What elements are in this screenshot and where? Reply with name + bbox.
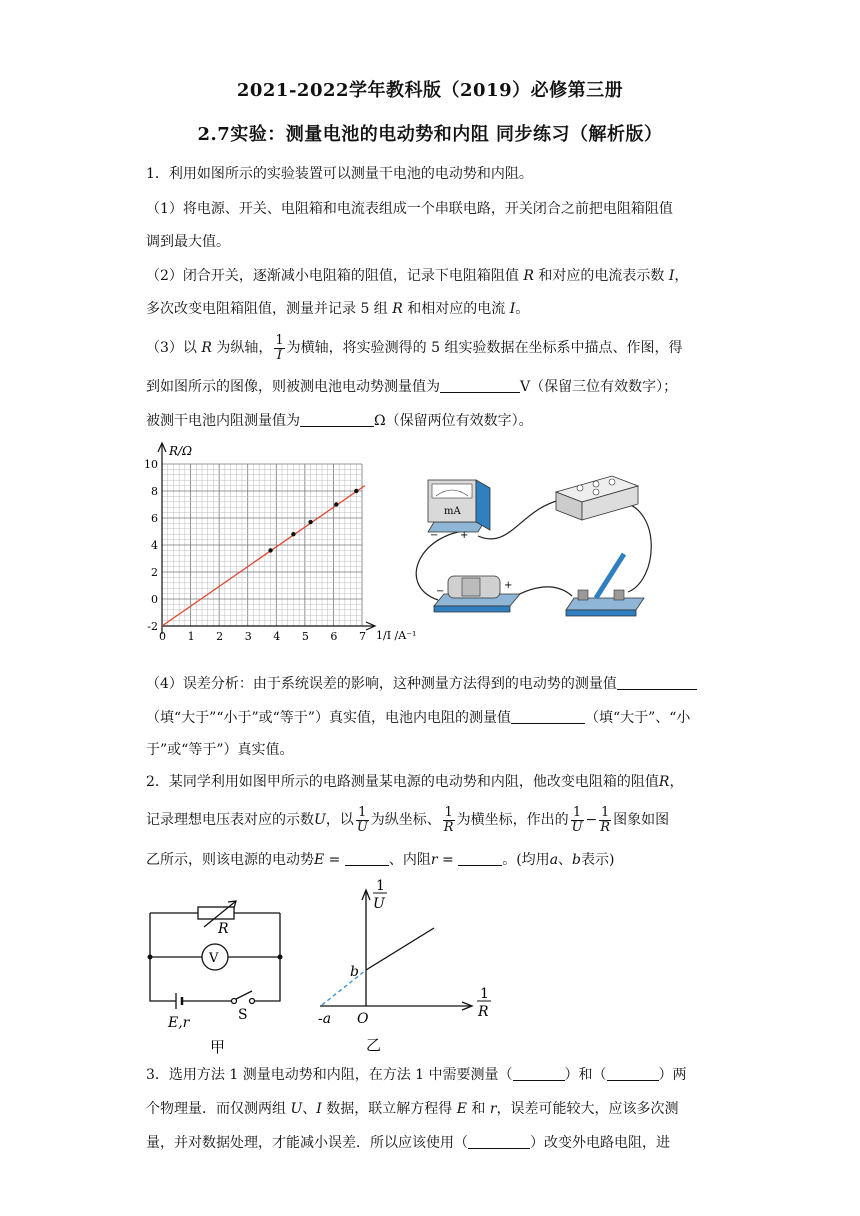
chart-ylabel: R/Ω — [169, 444, 193, 458]
q2-text: 表示) — [581, 852, 615, 868]
q3-line1 — [146, 1065, 687, 1085]
circuit-diagram-jia — [140, 895, 290, 1057]
junction-dot — [148, 955, 153, 960]
data-point — [334, 502, 338, 506]
ammeter-plus: + — [460, 530, 469, 541]
q3-text: ）和（ — [564, 1067, 607, 1083]
q2-text: 2．某同学利用如图甲所示的电路测量某电源的电动势和内阻，他改变电阻箱的阻值 — [146, 774, 659, 790]
answer-blank-q3-1[interactable] — [513, 1066, 565, 1081]
wire — [622, 502, 651, 592]
fraction-1-over-I — [274, 334, 284, 363]
x-tick-label: 0 — [159, 630, 166, 643]
q1-text: 到如图所示的图像，则被测电池电动势测量值为 — [146, 379, 440, 395]
x-tick-label: 4 — [273, 630, 281, 643]
q3-text: ）两 — [658, 1067, 687, 1083]
resistor-label: R — [218, 921, 229, 937]
y-tick-label: 8 — [151, 485, 158, 498]
q1-var: R — [201, 340, 212, 356]
q2-var: U — [314, 812, 326, 828]
document-title: 2021-2022学年教科版（2019）必修第三册 — [236, 80, 624, 101]
q2-text: 为横坐标，作出的 — [456, 812, 569, 828]
q1-text: （2）闭合开关，逐渐减小电阻箱的阻值，记录下电阻箱阻值 — [146, 268, 524, 284]
q2-text: = — [437, 852, 459, 868]
r-vs-inverse-i-chart — [136, 440, 417, 658]
switch-lever — [236, 991, 252, 999]
intercept-neg-a-label: -a — [318, 1011, 332, 1027]
source-label: E,r — [168, 1015, 190, 1031]
answer-blank-r[interactable] — [458, 851, 502, 866]
q1-stem: 1．利用如图所示的实验装置可以测量干电池的电动势和内阻。 — [146, 166, 533, 182]
q2-text: = — [324, 852, 345, 868]
y-tick-label: 2 — [151, 566, 158, 579]
q2-text: 记录理想电压表对应的示数 — [146, 812, 314, 828]
x-tick-label: 3 — [244, 630, 252, 643]
q2-var: E — [314, 852, 325, 868]
q1-step3-line2 — [146, 377, 677, 397]
figure-caption-yi: 乙 — [366, 1036, 382, 1054]
q3-text: 数据，联立解方程得 — [321, 1101, 457, 1117]
q2-text: ，以 — [325, 812, 354, 828]
q3-text: 量，并对数据处理，才能减小误差．所以应该使用（ — [146, 1135, 468, 1151]
x-axis-numerator: 1 — [480, 986, 489, 1002]
q2-var: a — [549, 852, 559, 868]
q3-var: r — [489, 1101, 497, 1117]
q2-var: b — [572, 852, 582, 868]
answer-blank-q3-2[interactable] — [607, 1066, 659, 1081]
answer-blank-emf[interactable] — [440, 378, 520, 393]
q3-var: U — [290, 1101, 303, 1117]
q1-text: （填“大于”、“小 — [584, 710, 691, 726]
q3-text: 个物理量．而仅测两组 — [146, 1101, 291, 1117]
q3-line3 — [146, 1133, 670, 1153]
q3-text: ，误差可能较大，应该多次测 — [496, 1101, 679, 1117]
q1-step4-line2 — [146, 708, 690, 728]
q2-var: r — [430, 852, 438, 868]
q1-text: （4）误差分析：由于系统误差的影响，这种测量方法得到的电动势的测量值 — [146, 676, 617, 692]
answer-blank-resistance[interactable] — [300, 412, 374, 427]
ammeter-label: mA — [444, 506, 461, 517]
q2-text: 为纵坐标、 — [370, 812, 441, 828]
q2-text: 。(均用 — [502, 852, 550, 868]
switch-icon — [566, 554, 644, 616]
wire — [512, 587, 572, 598]
q2-line2 — [146, 800, 669, 840]
frac-denominator: R — [600, 819, 611, 835]
document-subtitle: 2.7实验：测量电池的电动势和内阻 同步练习（解析版） — [197, 124, 663, 145]
q1-var: R — [392, 301, 403, 317]
q2-line1 — [146, 772, 683, 792]
q1-text: 。 — [515, 301, 530, 317]
q3-line2 — [146, 1099, 679, 1119]
data-point — [268, 548, 272, 552]
q1-step1-line2: 调到最大值。 — [146, 234, 230, 250]
experiment-apparatus-illustration — [400, 470, 662, 650]
switch-label: S — [238, 1007, 248, 1023]
y-tick-label: 0 — [151, 593, 158, 606]
x-axis-denominator: R — [478, 1004, 489, 1020]
y-tick-label: 6 — [151, 512, 158, 525]
x-tick-label: 5 — [301, 630, 309, 643]
q2-text: 乙所示，则该电源的电动势 — [146, 852, 314, 868]
frac-denominator: U — [571, 819, 583, 835]
q2-text: 图象如图 — [613, 812, 670, 828]
ammeter-minus: − — [430, 530, 439, 541]
q2-text: 、 — [558, 852, 573, 868]
y-axis-denominator: U — [373, 896, 385, 912]
q3-text: 3．选用方法 1 测量电动势和内阻，在方法 1 中需要测量（ — [146, 1067, 513, 1083]
y-tick-label: 10 — [144, 458, 158, 471]
frac-numerator: 1 — [356, 806, 369, 821]
q2-line3 — [146, 850, 614, 870]
x-tick-label: 1 — [187, 630, 195, 643]
y-axis-numerator: 1 — [376, 878, 385, 894]
fraction-1-over-R — [599, 806, 611, 835]
q1-text: 多次改变电阻箱阻值，测量并记录 5 组 — [146, 301, 393, 317]
q1-text: 被测干电池内阻测量值为 — [146, 413, 300, 429]
q1-text: （3）以 — [146, 340, 202, 356]
data-point — [354, 489, 358, 493]
graph-line — [366, 928, 434, 970]
q1-step1-line1: （1）将电源、开关、电阻箱和电流表组成一个串联电路，开关闭合之前把电阻箱阻值 — [146, 201, 673, 217]
ammeter-icon — [428, 480, 490, 541]
q1-text: Ω（保留两位有效数字）。 — [374, 413, 533, 429]
chart-xlabel: 1/I /A⁻¹ — [376, 629, 417, 642]
q1-var: I — [509, 301, 516, 317]
figure-caption-jia: 甲 — [210, 1038, 226, 1056]
q1-text: （填“大于”“小于”或“等于”）真实值，电池内电阻的测量值 — [146, 710, 511, 726]
answer-blank-E[interactable] — [345, 851, 389, 866]
y-tick-label: -2 — [147, 620, 158, 633]
battery-plus: + — [504, 580, 513, 591]
q3-var: I — [316, 1101, 322, 1117]
q3-text: ）改变外电路电阻，进 — [530, 1135, 670, 1151]
frac-numerator: 1 — [275, 332, 284, 348]
y-tick-label: 4 — [151, 539, 158, 552]
frac-numerator: 1 — [601, 804, 610, 820]
switch-contact — [232, 999, 237, 1004]
fraction-1-over-U — [356, 806, 369, 835]
switch-contact — [250, 999, 255, 1004]
fraction-1-over-U — [571, 806, 584, 835]
answer-blank-r-compare[interactable] — [511, 709, 585, 724]
q1-text: 为横轴，将实验测得的 5 组实验数据在坐标系中描点、作图，得 — [286, 340, 683, 356]
origin-label: O — [357, 1011, 369, 1027]
q2-text: − — [585, 812, 598, 828]
q1-step3-line1 — [146, 330, 682, 366]
frac-denominator: U — [356, 819, 368, 835]
frac-numerator: 1 — [571, 806, 584, 821]
q1-text: 为纵轴， — [211, 340, 273, 356]
voltmeter-label: V — [209, 951, 219, 966]
q2-var: R — [658, 774, 670, 790]
q1-text: V（保留三位有效数字）； — [520, 379, 678, 395]
q1-step2-line2 — [146, 299, 529, 319]
data-point — [291, 532, 295, 536]
q3-text: 、 — [302, 1101, 317, 1117]
intercept-b-label: b — [350, 964, 359, 980]
q1-text: 和相对应的电流 — [402, 301, 510, 317]
q2-text: 、内阻 — [388, 852, 431, 868]
answer-blank-q3-3[interactable] — [468, 1134, 530, 1149]
q1-var: R — [523, 268, 534, 284]
battery-minus: − — [436, 586, 445, 597]
q1-step3-line3 — [146, 411, 533, 431]
q1-step2-line1 — [146, 266, 688, 286]
junction-dot — [278, 955, 283, 960]
battery-icon — [434, 576, 520, 612]
q1-step4-line1 — [146, 674, 697, 694]
q2-text: ， — [669, 774, 684, 790]
q1-text: ， — [674, 268, 689, 284]
extrapolated-line — [322, 970, 366, 1005]
q1-step4-line3: 于”或“等于”）真实值。 — [146, 742, 294, 758]
frac-numerator: 1 — [444, 804, 453, 820]
q3-text: 和 — [466, 1101, 490, 1117]
x-tick-label: 2 — [216, 630, 224, 643]
chart-grid — [162, 464, 362, 626]
q1-text: 和对应的电流表示数 — [533, 268, 669, 284]
frac-denominator: R — [443, 819, 454, 835]
frac-denominator: I — [276, 347, 283, 363]
x-tick-label: 7 — [359, 630, 366, 643]
graph-yi — [310, 878, 510, 1058]
x-tick-label: 6 — [330, 630, 338, 643]
answer-blank-emf-compare[interactable] — [617, 675, 697, 690]
resistance-box-icon — [556, 476, 638, 520]
q1-var: I — [668, 268, 675, 284]
data-point — [308, 520, 312, 524]
fraction-1-over-R — [443, 806, 455, 835]
q3-var: E — [456, 1101, 467, 1117]
